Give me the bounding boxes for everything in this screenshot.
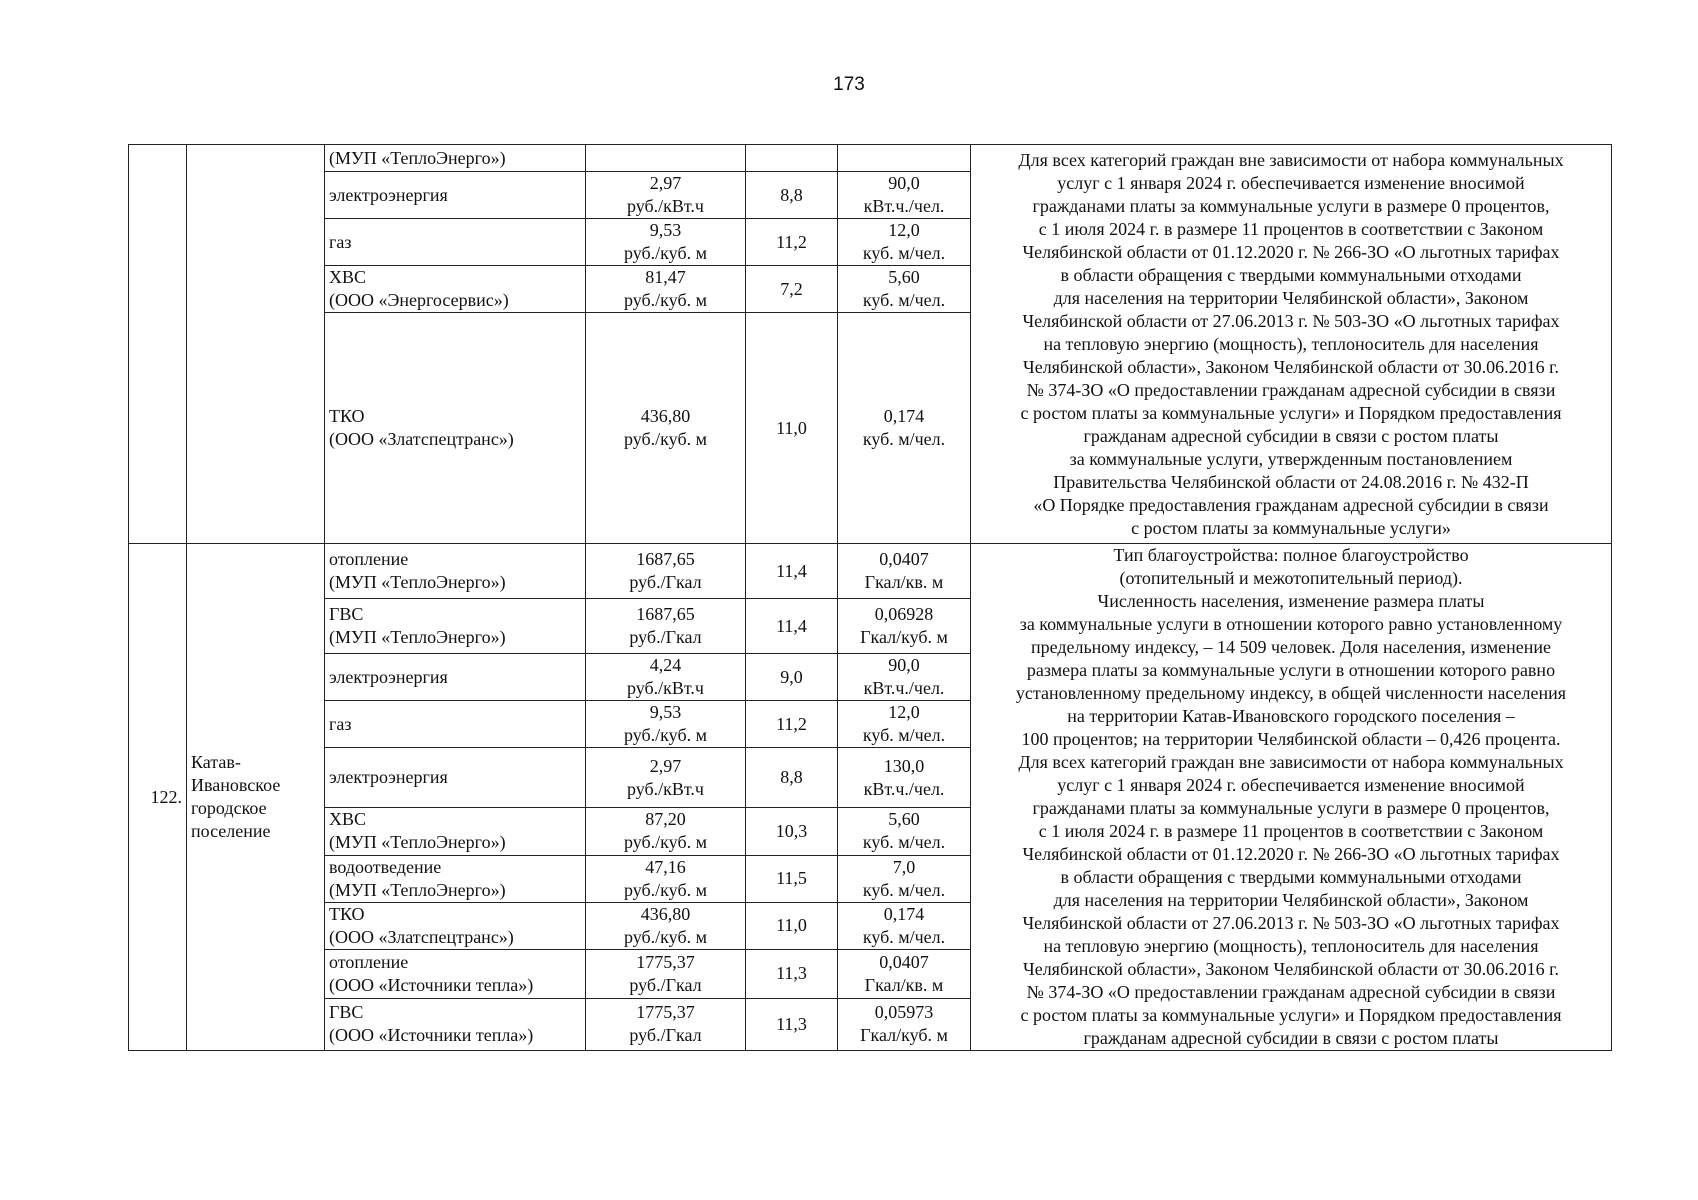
service-line: газ	[329, 231, 352, 252]
service-cell	[325, 599, 586, 654]
norm-cell	[838, 654, 971, 701]
explanation-line: Для всех категорий граждан вне зависимости от набора коммунальных	[1018, 752, 1564, 772]
service-line: электроэнергия	[329, 767, 448, 788]
norm-line: 12,0	[888, 220, 920, 240]
tariff-cell	[586, 599, 746, 654]
percent-cell: 11,5	[746, 855, 838, 902]
tariff-line: 47,16	[645, 856, 686, 877]
service-cell	[325, 949, 586, 998]
explanation-line: Челябинской области от 27.06.2013 г. № 503-ЗО «О льготных тарифах	[1022, 913, 1560, 933]
norm-cell	[838, 701, 971, 748]
service-line: ТКО	[329, 903, 365, 924]
service-cell	[325, 654, 586, 701]
tariff-cell	[586, 998, 746, 1050]
explanation-cell	[971, 145, 1612, 544]
explanation-line: с 1 июля 2024 г. в размере 11 процентов в соответствии с Законом	[1038, 218, 1544, 239]
norm-cell	[838, 172, 971, 219]
tariff-cell	[586, 172, 746, 219]
tariff-line: 1775,37	[636, 951, 695, 972]
tariff-line: руб./куб. м	[624, 832, 707, 853]
service-cell	[325, 808, 586, 855]
norm-line: куб. м/чел.	[862, 429, 946, 449]
explanation-line: Для всех категорий граждан вне зависимости от набора коммунальных	[1018, 149, 1564, 170]
norm-line: куб. м/чел.	[862, 725, 946, 746]
norm-line: 0,0407	[879, 951, 929, 972]
norm-cell	[838, 808, 971, 855]
row-number-cell: 122.	[129, 544, 187, 1051]
row-number-cell	[129, 145, 187, 544]
service-cell	[325, 998, 586, 1050]
norm-line: кВт.ч./чел.	[863, 678, 945, 699]
norm-line: 5,60	[888, 809, 920, 830]
tariff-line: 436,80	[640, 406, 691, 426]
percent-cell	[746, 145, 838, 172]
norm-line: 130,0	[883, 755, 925, 776]
tariff-line: руб./Гкал	[629, 572, 702, 593]
norm-cell	[838, 998, 971, 1050]
norm-line: куб. м/чел.	[862, 243, 946, 263]
norm-line: 90,0	[888, 173, 920, 193]
tariff-line: 2,97	[649, 755, 682, 776]
tariff-line: 436,80	[640, 903, 691, 924]
norm-cell	[838, 949, 971, 998]
norm-line: 0,174	[883, 903, 925, 924]
tariff-cell	[586, 219, 746, 266]
service-line: (МУП «ТеплоЭнерго»)	[329, 627, 506, 648]
explanation-line: на тепловую энергию (мощность), теплоноситель для населения	[1043, 333, 1539, 354]
service-cell	[325, 902, 586, 949]
service-cell	[325, 701, 586, 748]
tariff-line: руб./куб. м	[624, 243, 707, 263]
tariff-cell	[586, 313, 746, 544]
settlement-name-line: городское	[191, 798, 267, 818]
service-cell	[325, 544, 586, 599]
explanation-line: на тепловую энергию (мощность), теплоноситель для населения	[1043, 936, 1539, 956]
explanation-line: (отопительный и межотопительный период).	[1119, 568, 1463, 588]
explanation-line: с ростом платы за коммунальные услуги» и Порядком предоставления	[1020, 1005, 1562, 1025]
explanation-line: № 374-ЗО «О предоставлении гражданам адресной субсидии в связи	[1026, 379, 1556, 400]
norm-cell	[838, 145, 971, 172]
service-line: ТКО	[329, 406, 365, 426]
norm-line: 0,05973	[874, 1002, 934, 1023]
percent-cell: 11,4	[746, 544, 838, 599]
service-line: отопление	[329, 549, 409, 570]
explanation-line: Челябинской области», Законом Челябинской области от 30.06.2016 г.	[1023, 959, 1559, 979]
tariff-line: руб./куб. м	[624, 926, 707, 947]
explanation-line: с ростом платы за коммунальные услуги» и Порядком предоставления	[1020, 402, 1562, 423]
tariff-line: 1687,65	[636, 604, 695, 625]
norm-line: куб. м/чел.	[862, 879, 946, 900]
service-cell	[325, 219, 586, 266]
page-number: 173	[833, 74, 865, 95]
norm-cell	[838, 748, 971, 808]
explanation-line: в области обращения с твердыми коммунальными отходами	[1060, 867, 1522, 887]
percent-cell: 11,0	[746, 313, 838, 544]
service-line: (ООО «Источники тепла»)	[329, 974, 534, 995]
explanation-line: Челябинской области от 01.12.2020 г. № 266-ЗО «О льготных тарифах	[1022, 241, 1560, 262]
settlement-cell	[187, 145, 325, 544]
tariff-line: 2,97	[649, 173, 682, 193]
explanation-cell	[971, 544, 1612, 1051]
tariff-cell	[586, 145, 746, 172]
explanation-line: для населения на территории Челябинской области», Законом	[1053, 890, 1529, 910]
service-line: (ООО «Златспецтранс»)	[329, 429, 514, 449]
service-cell	[325, 748, 586, 808]
percent-cell: 11,2	[746, 701, 838, 748]
explanation-line: услуг с 1 января 2024 г. обеспечивается изменение вносимой	[1057, 775, 1525, 795]
norm-line: куб. м/чел.	[862, 290, 946, 310]
tariff-cell	[586, 544, 746, 599]
service-line: (МУП «ТеплоЭнерго»)	[329, 572, 506, 593]
service-line: (МУП «ТеплоЭнерго»)	[329, 147, 506, 168]
norm-line: Гкал/куб. м	[860, 627, 948, 648]
explanation-line: гражданами платы за коммунальные услуги в размере 0 процентов,	[1032, 195, 1550, 216]
service-line: (ООО «Источники тепла»)	[329, 1025, 534, 1046]
table-row	[129, 145, 1612, 172]
norm-line: 0,0407	[879, 549, 929, 570]
explanation-line: 100 процентов; на территории Челябинской области – 0,426 процента.	[1021, 729, 1561, 749]
explanation-line: за коммунальные услуги, утвержденным постановлением	[1069, 448, 1513, 469]
tariff-cell	[586, 902, 746, 949]
percent-cell: 8,8	[746, 748, 838, 808]
service-line: (ООО «Златспецтранс»)	[329, 926, 514, 947]
explanation-line: гражданам адресной субсидии в связи с ростом платы	[1083, 425, 1499, 446]
settlement-name-line: Ивановское	[191, 775, 281, 795]
explanation-line: за коммунальные услуги в отношении которого равно установленному	[1019, 614, 1563, 634]
tariff-line: 87,20	[645, 809, 686, 830]
explanation-line: Челябинской области от 01.12.2020 г. № 266-ЗО «О льготных тарифах	[1022, 844, 1560, 864]
norm-line: 12,0	[888, 702, 920, 723]
service-cell	[325, 313, 586, 544]
service-line: ГВС	[329, 604, 364, 625]
norm-line: 5,60	[888, 267, 920, 287]
percent-cell: 11,4	[746, 599, 838, 654]
service-line: (МУП «ТеплоЭнерго»)	[329, 879, 506, 900]
norm-line: 7,0	[892, 856, 916, 877]
tariff-line: 9,53	[649, 220, 682, 240]
tariff-line: 1775,37	[636, 1002, 695, 1023]
tariff-cell	[586, 949, 746, 998]
explanation-line: гражданам адресной субсидии в связи с ростом платы	[1083, 1028, 1499, 1048]
norm-cell	[838, 266, 971, 313]
service-line: электроэнергия	[329, 666, 448, 687]
explanation-line: гражданами платы за коммунальные услуги в размере 0 процентов,	[1032, 798, 1550, 818]
service-line: ХВС	[329, 809, 367, 830]
tariff-line: 4,24	[649, 655, 682, 676]
explanation-line: с ростом платы за коммунальные услуги»	[1131, 517, 1451, 538]
service-line: газ	[329, 713, 352, 734]
tariff-table	[128, 144, 1612, 1051]
percent-cell: 11,3	[746, 949, 838, 998]
norm-line: 90,0	[888, 655, 920, 676]
norm-cell	[838, 855, 971, 902]
percent-cell: 11,2	[746, 219, 838, 266]
percent-cell: 8,8	[746, 172, 838, 219]
tariff-line: руб./куб. м	[624, 725, 707, 746]
service-line: электроэнергия	[329, 184, 448, 205]
tariff-line: 1687,65	[636, 549, 695, 570]
norm-line: куб. м/чел.	[862, 832, 946, 853]
service-line: отопление	[329, 951, 409, 972]
tariff-line: руб./куб. м	[624, 879, 707, 900]
tariff-line: 9,53	[649, 702, 682, 723]
norm-cell	[838, 902, 971, 949]
tariff-line: руб./куб. м	[624, 429, 707, 449]
tariff-cell	[586, 748, 746, 808]
percent-cell: 11,0	[746, 902, 838, 949]
explanation-line: Правительства Челябинской области от 24.08.2016 г. № 432-П	[1053, 471, 1529, 492]
norm-line: Гкал/кв. м	[864, 974, 944, 995]
explanation-line: предельному индексу, – 14 509 человек. Доля населения, изменение	[1030, 637, 1552, 657]
explanation-line: Челябинской области», Законом Челябинской области от 30.06.2016 г.	[1023, 356, 1559, 377]
norm-cell	[838, 544, 971, 599]
explanation-line: услуг с 1 января 2024 г. обеспечивается изменение вносимой	[1057, 172, 1525, 193]
tariff-cell	[586, 654, 746, 701]
explanation-line: Численность населения, изменение размера платы	[1097, 591, 1485, 611]
service-cell	[325, 145, 586, 172]
table-row	[129, 544, 1612, 599]
norm-line: кВт.ч./чел.	[863, 778, 945, 799]
explanation-line: размера платы за коммунальные услуги в отношении которого равно	[1026, 660, 1556, 680]
explanation-line: Челябинской области от 27.06.2013 г. № 503-ЗО «О льготных тарифах	[1022, 310, 1560, 331]
percent-cell: 10,3	[746, 808, 838, 855]
tariff-cell	[586, 808, 746, 855]
service-cell	[325, 855, 586, 902]
tariff-cell	[586, 855, 746, 902]
service-line: ГВС	[329, 1002, 364, 1023]
tariff-line: руб./кВт.ч	[626, 678, 704, 699]
norm-line: Гкал/кв. м	[864, 572, 944, 593]
tariff-line: руб./Гкал	[629, 1025, 702, 1046]
table-body	[129, 145, 1612, 1051]
explanation-line: с 1 июля 2024 г. в размере 11 процентов в соответствии с Законом	[1038, 821, 1544, 841]
tariff-line: руб./кВт.ч	[626, 778, 704, 799]
norm-line: 0,174	[883, 406, 925, 426]
explanation-line: «О Порядке предоставления гражданам адресной субсидии в связи	[1033, 494, 1549, 515]
norm-line: кВт.ч./чел.	[863, 196, 945, 216]
settlement-name-line: Катав-	[191, 752, 241, 772]
percent-cell: 9,0	[746, 654, 838, 701]
explanation-line: на территории Катав-Ивановского городского поселения –	[1067, 706, 1515, 726]
norm-cell	[838, 219, 971, 266]
tariff-line: 81,47	[645, 267, 686, 287]
percent-cell: 11,3	[746, 998, 838, 1050]
service-line: (МУП «ТеплоЭнерго»)	[329, 832, 506, 853]
norm-line: Гкал/куб. м	[860, 1025, 948, 1046]
service-line: (ООО «Энергосервис»)	[329, 290, 509, 310]
norm-cell	[838, 599, 971, 654]
percent-cell: 7,2	[746, 266, 838, 313]
tariff-line: руб./кВт.ч	[626, 196, 704, 216]
settlement-cell	[187, 544, 325, 1051]
norm-line: куб. м/чел.	[862, 926, 946, 947]
norm-cell	[838, 313, 971, 544]
explanation-line: в области обращения с твердыми коммунальными отходами	[1060, 264, 1522, 285]
tariff-line: руб./Гкал	[629, 627, 702, 648]
explanation-line: для населения на территории Челябинской области», Законом	[1053, 287, 1529, 308]
tariff-line: руб./Гкал	[629, 974, 702, 995]
norm-line: 0,06928	[874, 604, 934, 625]
tariff-cell	[586, 266, 746, 313]
explanation-line: установленному предельному индексу, в общей численности населения	[1015, 683, 1567, 703]
service-line: водоотведение	[329, 856, 442, 877]
explanation-line: № 374-ЗО «О предоставлении гражданам адресной субсидии в связи	[1026, 982, 1556, 1002]
service-line: ХВС	[329, 267, 367, 287]
service-cell	[325, 266, 586, 313]
explanation-line: Тип благоустройства: полное благоустройство	[1113, 545, 1469, 565]
settlement-name-line: поселение	[191, 821, 271, 841]
service-cell	[325, 172, 586, 219]
tariff-cell	[586, 701, 746, 748]
tariff-line: руб./куб. м	[624, 290, 707, 310]
